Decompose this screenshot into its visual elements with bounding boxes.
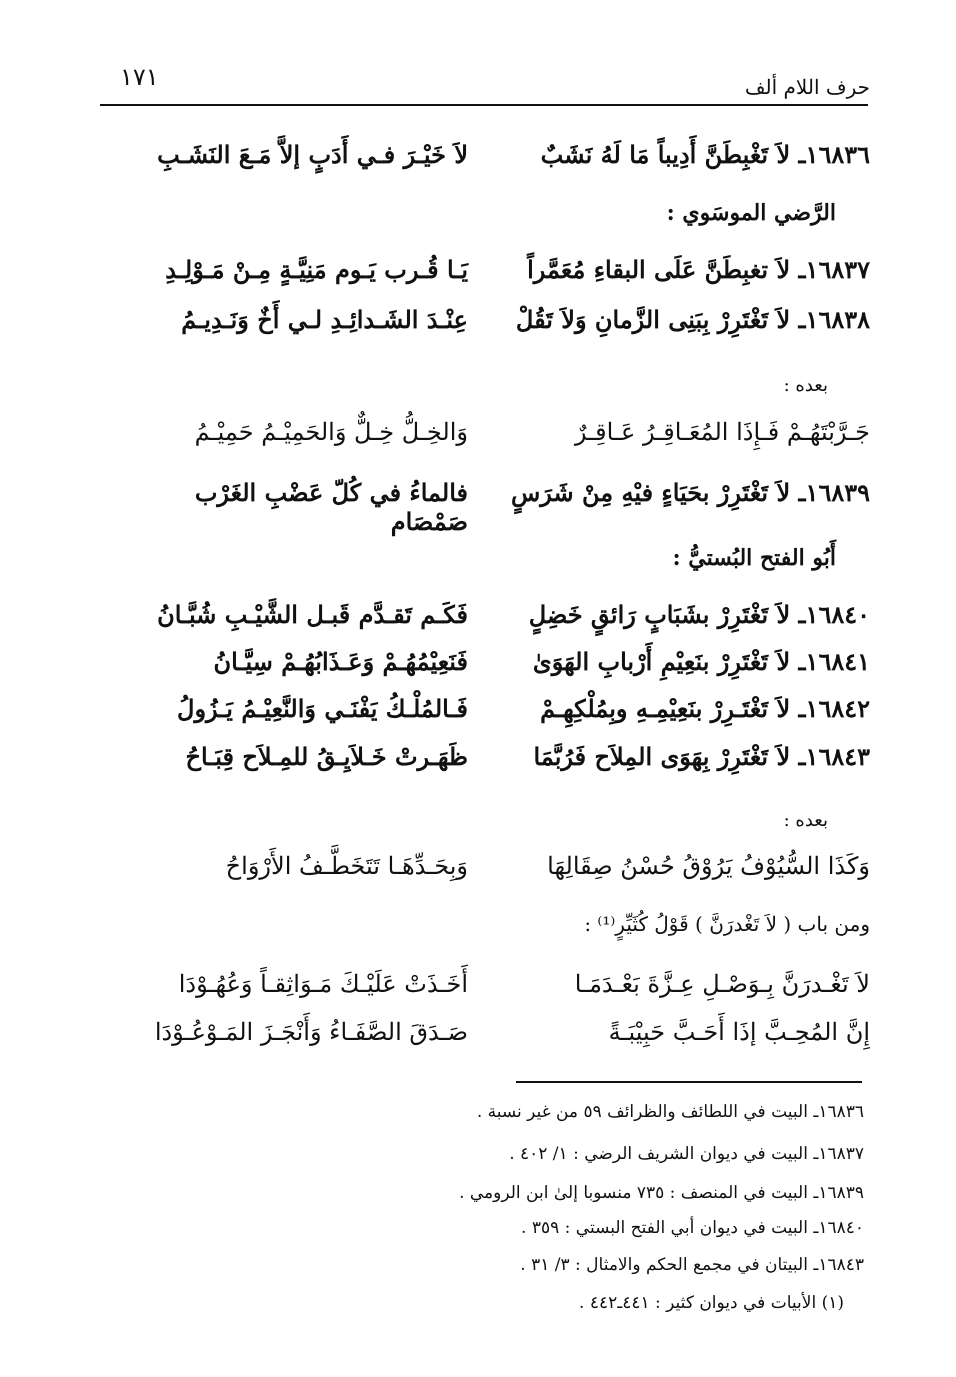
- note-label: بعده :: [783, 375, 828, 396]
- verse-sadr: ١٦٨٣٦ـ لاَ تَغْبِطَنَّ أَدِيباً مَا لَهُ نَشَبٌ: [540, 140, 870, 169]
- verse-ajz: فَكَـم تَقـدَّم قَبـل الشَّيْـبِ شُبَّـانُ: [157, 600, 468, 629]
- verse-ajz: ظَهَـرتْ خَـلاَيِـقُ للمِـلاَح قِبَـاحُ: [185, 742, 468, 771]
- verse-sadr: لاَ تَغْـدرَنَّ بِـوَصْـلِ عِـزَّةَ بَعْـدَمَـا: [574, 970, 870, 998]
- verse-sadr: وَكَذَا السُّيُوْفُ يَرُوْقُ حُسْنُ صِقَالِهَا: [547, 852, 870, 880]
- verse-sadr: ١٦٨٤٣ـ لاَ تَغْتَرِرْ بِهَوَى المِلاَح فَرُبَّمَا: [533, 742, 870, 771]
- verse-sadr: ١٦٨٣٨ـ لاَ تَغْتَرِرْ بِبَنِى الزَّمانِ وَلاَ تَقُلْ: [515, 305, 870, 334]
- verse-sadr: ١٦٨٣٧ـ لاَ تغبِطَنَّ عَلَى البقاءِ مُعَمَّراً: [527, 255, 870, 284]
- verse-sadr: ١٦٨٤٢ـ لاَ تَغْتَـرِرْ بنَعِيْمِـهِ وبِمُلْكِهِـمْ: [540, 694, 870, 723]
- page-number: ١٧١: [120, 63, 159, 91]
- footnote: ١٦٨٤٠ـ البيت في ديوان أبي الفتح البستي : ٣٥٩ .: [521, 1218, 864, 1238]
- poet-name: أَبُو الفتح البُستيُّ :: [672, 545, 836, 571]
- verse-ajz: فالماءُ في كُلّ عَضْبِ الغَرْب صَمْصَام: [194, 478, 468, 536]
- verse-sadr: إِنَّ المُحِـبَّ إذَا أَحَـبَّ حَبِيْبَـةً: [608, 1018, 870, 1046]
- chapter-title: حرف اللام ألف: [744, 75, 870, 99]
- verse-ajz: لاَ خَيْـرَ فـي أَدَبٍ إلاَّ مَـعَ النَشَـبِ: [157, 140, 468, 169]
- header-divider: [100, 104, 868, 106]
- verse-ajz: عِنْـدَ الشَـدائِـدِ لـي أَخٌ وَنَـدِيـمُ: [181, 305, 468, 334]
- note-label: بعده :: [783, 810, 828, 831]
- verse-sadr: جَـرَّبْتَهُـمْ فَـإِذَا المُعَـاقِـرُ عَـاقِـرٌ: [574, 418, 870, 446]
- verse-ajz: أَخَـذَتْ عَلَيْـكَ مَـوَاثِقـاً وَعُهُـوْدَا: [178, 970, 468, 998]
- verse-ajz: صَـدَقَ الصَّفَـاءُ وَأَنْجَـزَ المَـوْعُـوْدَا: [154, 1018, 468, 1046]
- page-header: [100, 55, 870, 105]
- verse-ajz: وَبِحَـدِّهَـا تَتَخَطَّـفُ الأَرْوَاحُ: [225, 852, 468, 880]
- verse-ajz: وَالخِـلُّ خِـلٌّ وَالحَمِيْـمُ حَمِيْـمُ: [194, 418, 468, 446]
- poet-name: الرَّضي الموسَوي :: [666, 200, 836, 226]
- footnote-divider: [516, 1081, 862, 1083]
- verse-sadr: ١٦٨٤١ـ لاَ تَغْتَرِرْ بنَعِيْمِ أَرْبابِ الهَوَىٰ: [532, 647, 870, 676]
- footnote: ١٦٨٤٣ـ البيتان في مجمع الحكم والامثال : ٣/ ٣١ .: [520, 1255, 864, 1275]
- section-intro: ومن باب ( لاَ تَغْدرَنَّ ) قَوْلُ كُثَيِّرٍ⁽¹⁾ :: [584, 912, 870, 936]
- verse-ajz: يَـا قُـرب يَـوم مَنِيَّـةٍ مِـنْ مَـوْلِـدِ: [165, 255, 468, 284]
- footnote: (١) الأبيات في ديوان كثير : ٤٤١ـ٤٤٢ .: [579, 1293, 844, 1313]
- verse-ajz: فَنَعِيْمُهُـمْ وَعَـذَابُهُـمْ سِيَّـانُ: [213, 647, 468, 676]
- verse-ajz: فَـالمُلْـكُ يَفْنَـي وَالنَّعِيْـمُ يَـزُولُ: [177, 694, 468, 723]
- footnote: ١٦٨٣٩ـ البيت في المنصف : ٧٣٥ منسوبا إلىٰ ابن الرومي .: [459, 1183, 864, 1203]
- footnote: ١٦٨٣٦ـ البيت في اللطائف والظرائف ٥٩ من غير نسبة .: [476, 1102, 864, 1122]
- verse-sadr: ١٦٨٣٩ـ لاَ تَغْتَرِرْ بحَيَاءٍ فيْهِ مِنْ شَرَسٍ: [510, 478, 870, 507]
- verse-sadr: ١٦٨٤٠ـ لاَ تَغْتَرِرْ بشَبَابٍ رَائقٍ خَضِلٍ: [528, 600, 870, 629]
- footnote: ١٦٨٣٧ـ البيت في ديوان الشريف الرضي : ١/ ٤٠٢ .: [509, 1144, 864, 1164]
